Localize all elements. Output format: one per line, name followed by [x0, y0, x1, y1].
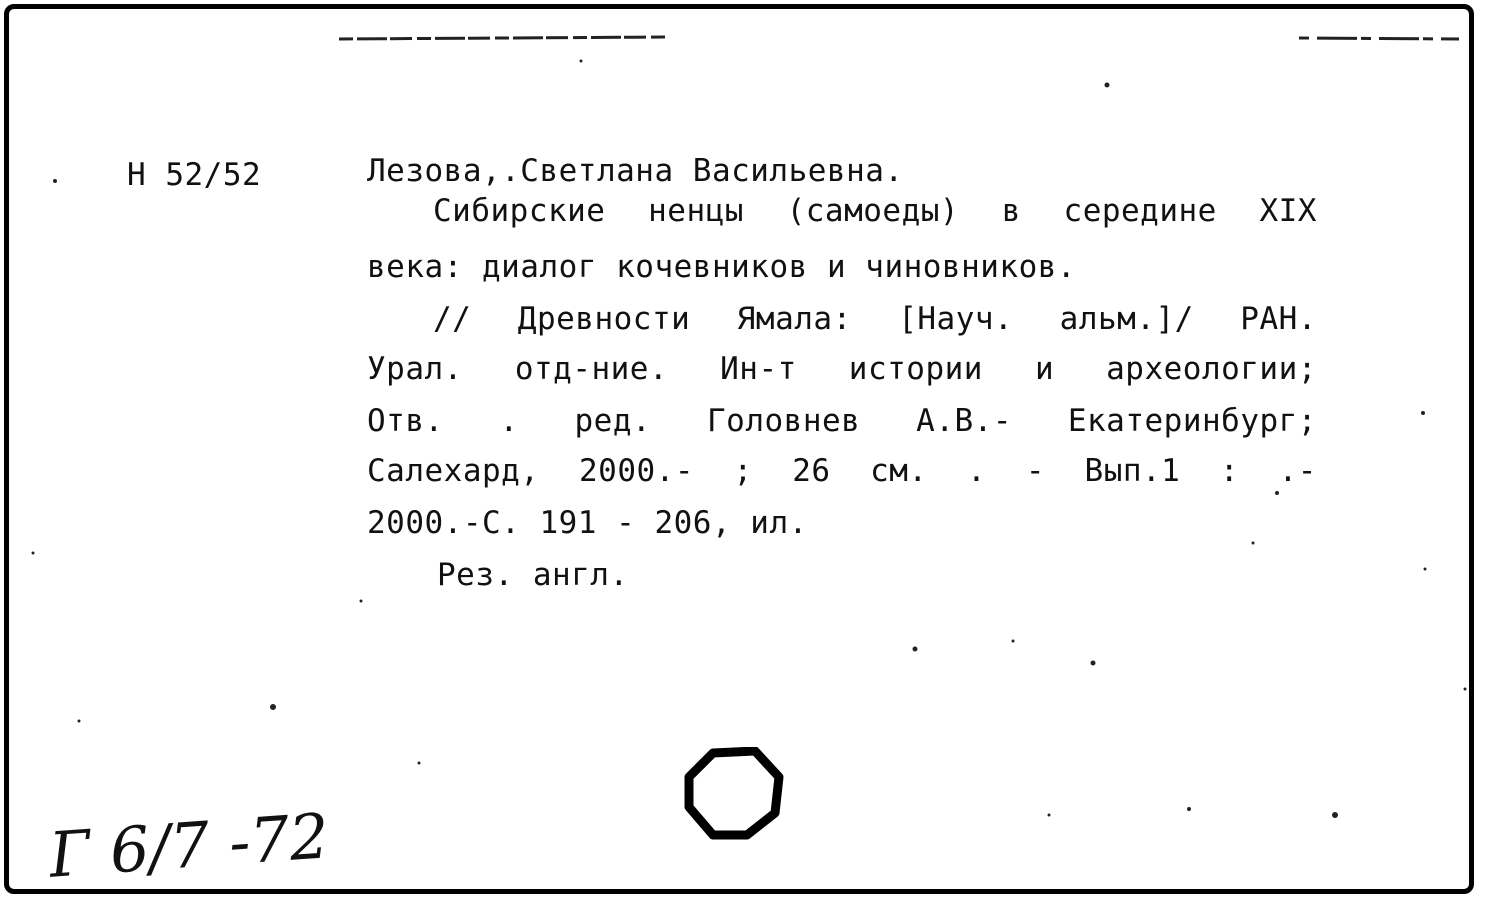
word: ил. — [750, 505, 808, 541]
shelfmark: Н 52/52 — [127, 157, 262, 193]
word: Сибирские — [433, 193, 606, 229]
word: 2000.- — [579, 453, 694, 489]
word: Екатеринбург; — [1067, 403, 1317, 439]
word: Ин-т — [720, 351, 797, 387]
speckle-noise — [9, 9, 1469, 892]
word: чиновников. — [865, 249, 1077, 285]
word: .- — [1278, 453, 1317, 489]
word: см. — [870, 453, 928, 489]
word: ненцы — [648, 193, 744, 229]
word: 26 — [792, 453, 831, 489]
word: и — [826, 249, 866, 285]
word: в — [1001, 193, 1021, 229]
word: века: — [367, 249, 482, 285]
word: Древности — [517, 301, 691, 337]
word: альм.]/ — [1059, 301, 1194, 337]
word: XIX — [1259, 193, 1317, 229]
word: археологии; — [1106, 351, 1317, 387]
word: [Науч. — [898, 301, 1014, 337]
word: ред. — [574, 403, 652, 439]
word: 206, — [654, 505, 751, 541]
word: 2000.-С. — [367, 505, 540, 541]
word: Отв. — [367, 403, 444, 439]
word: РАН. — [1240, 301, 1317, 337]
handwritten-code: Г 6/7 -72 — [46, 799, 332, 892]
word: Урал. — [367, 351, 463, 387]
word: диалог — [481, 249, 617, 285]
word: Вып.1 — [1084, 453, 1181, 489]
word: отд-ние. — [514, 351, 669, 387]
word: : — [1219, 453, 1240, 489]
word: . — [499, 403, 519, 439]
summary-note: Рез. англ. — [437, 557, 629, 593]
word: Головнев — [707, 403, 861, 439]
word: Ямала: — [736, 301, 852, 337]
author-line: Лезова,.Светлана Васильевна. — [367, 153, 904, 189]
word: середине — [1063, 193, 1217, 229]
word: и — [1034, 351, 1055, 387]
word: // — [433, 301, 472, 337]
word: кочевников — [616, 249, 827, 285]
word: истории — [848, 351, 983, 387]
word: - — [616, 505, 655, 541]
catalog-card — [4, 4, 1474, 894]
word: (самоеды) — [786, 193, 960, 229]
word: 191 — [539, 505, 617, 541]
word: ; — [733, 453, 753, 489]
word: . — [967, 453, 987, 489]
word: Салехард, — [367, 453, 540, 489]
word: - — [1025, 453, 1045, 489]
word: А.В.- — [916, 403, 1012, 439]
